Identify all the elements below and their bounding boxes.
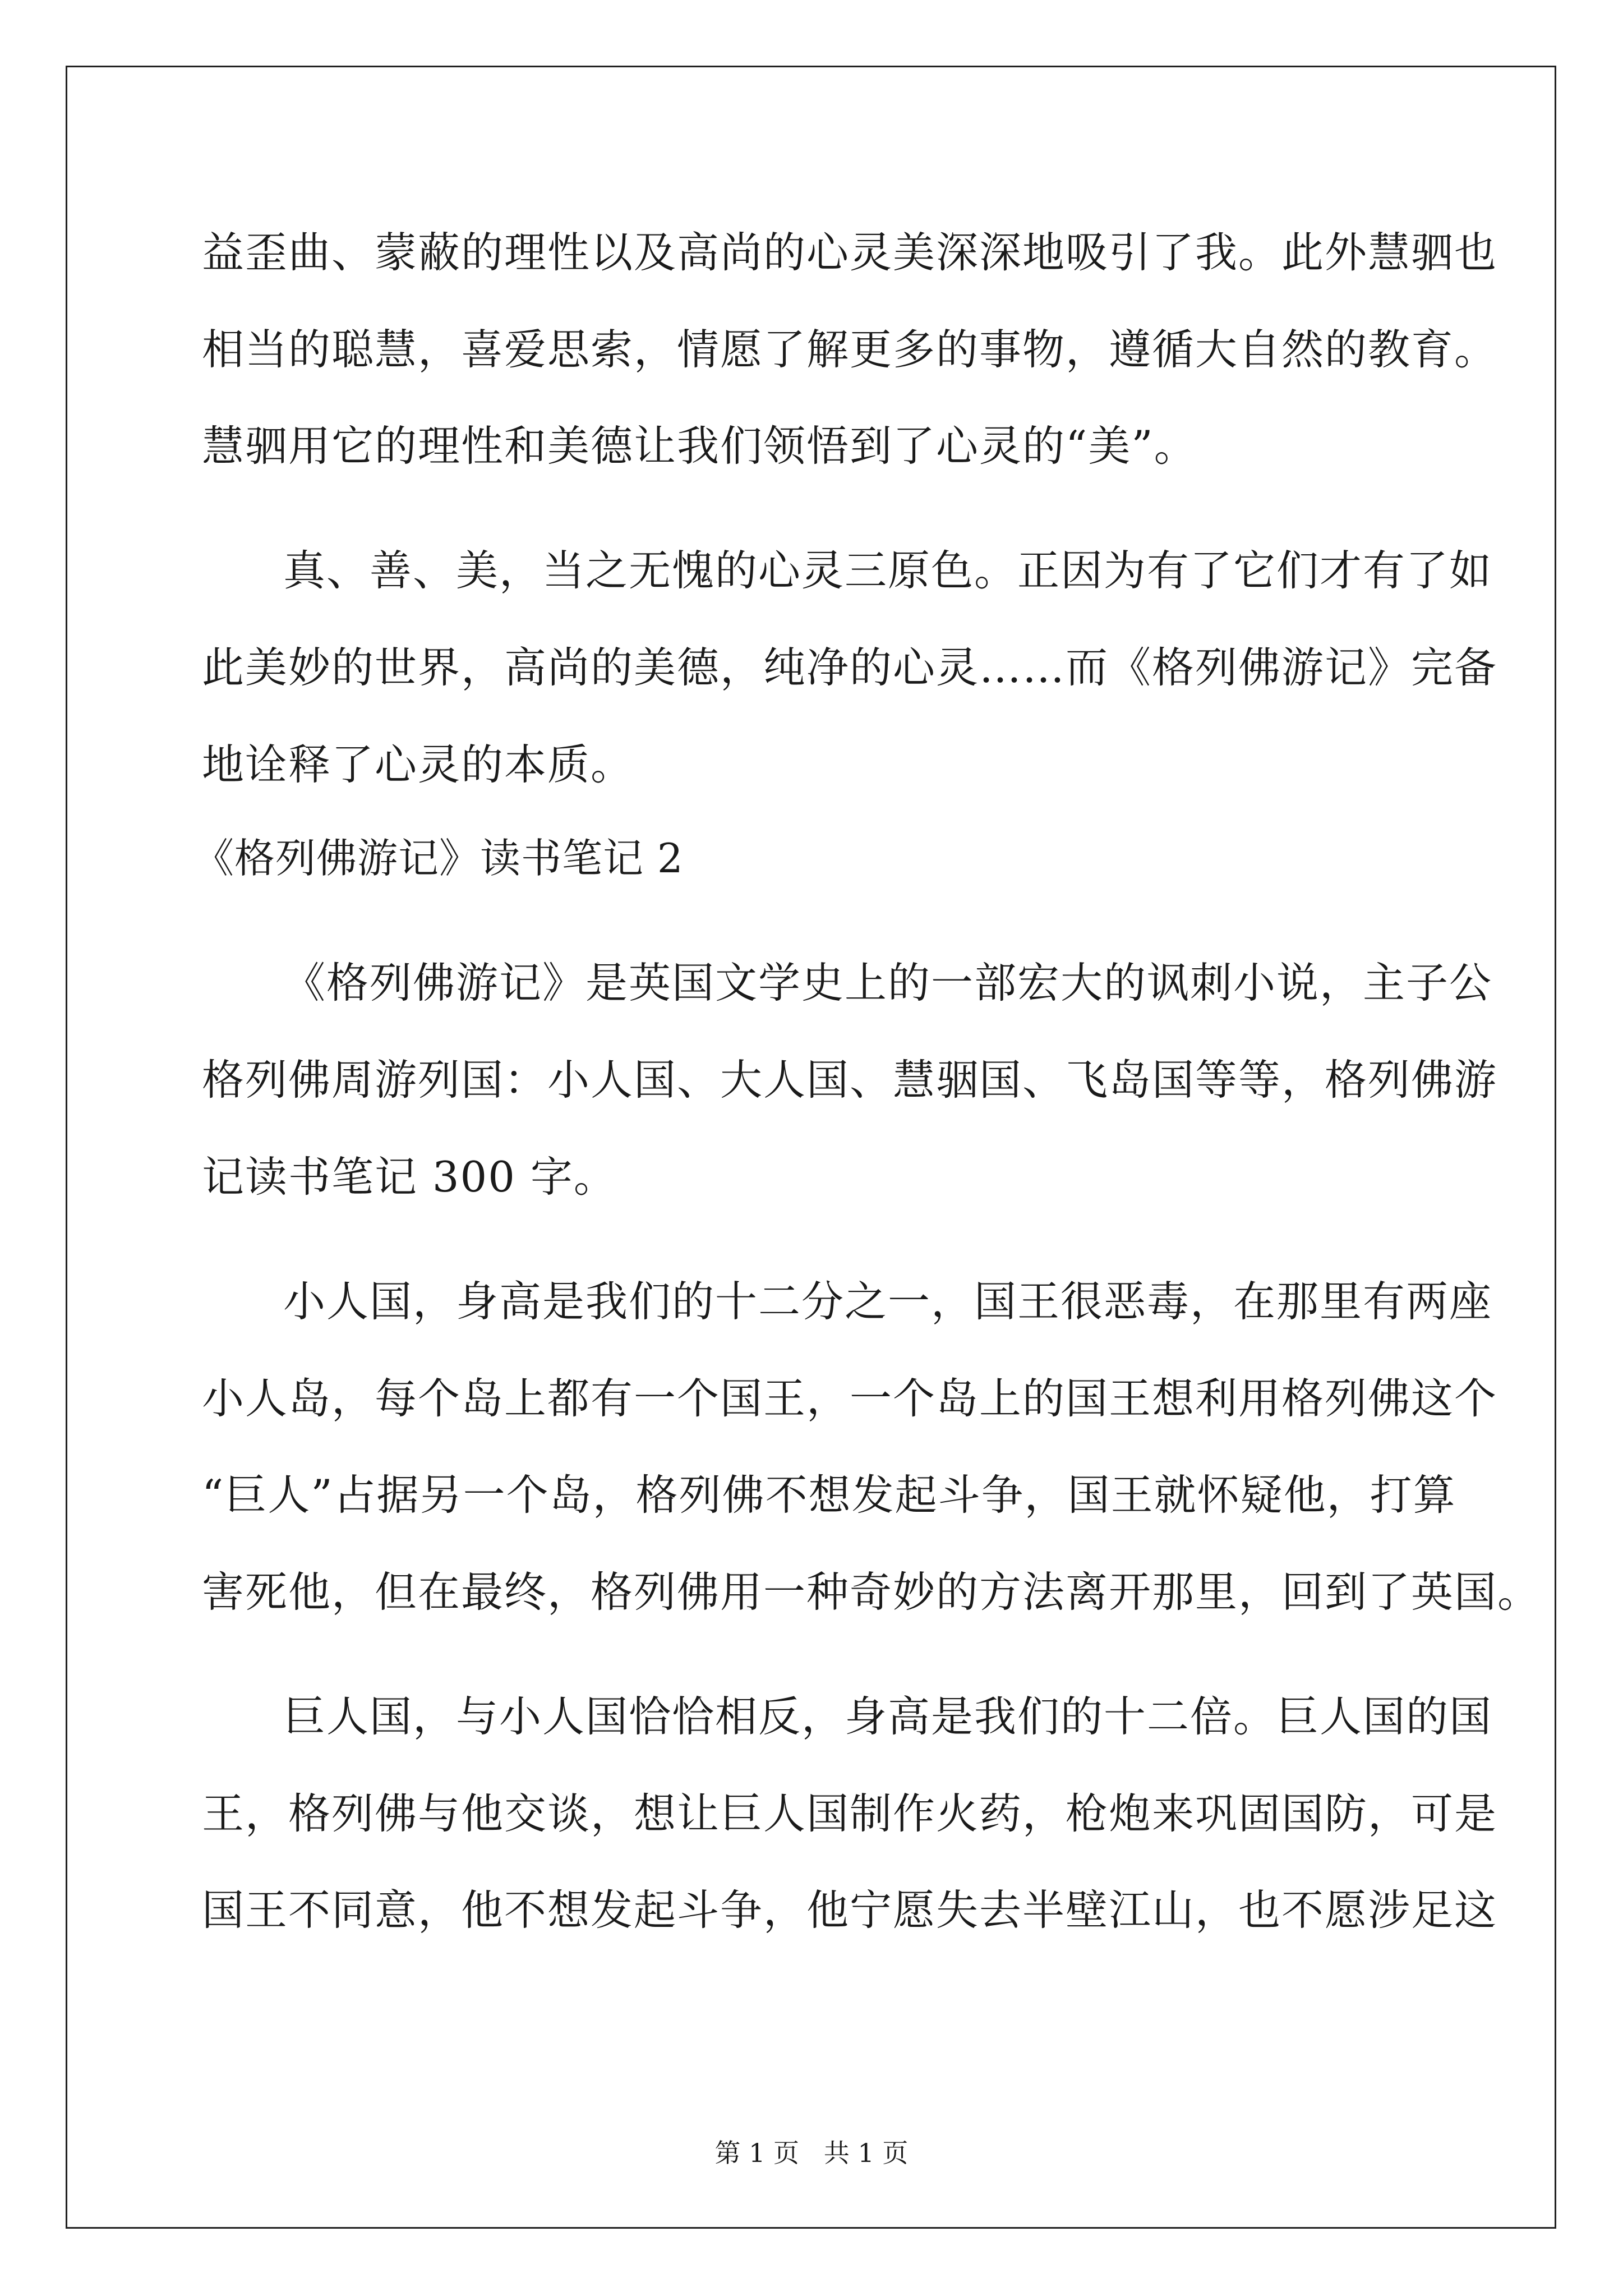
text-line: 真、善、美，当之无愧的心灵三原色。正因为有了它们才有了如: [283, 546, 1493, 595]
text-line: 慧驷用它的理性和美德让我们领悟到了心灵的“美”。: [202, 421, 1197, 471]
text-line: 格列佛周游列国：小人国、大人国、慧骃国、飞岛国等等，格列佛游: [202, 1055, 1498, 1105]
text-line: 小人岛，每个岛上都有一个国王，一个岛上的国王想利用格列佛这个: [202, 1374, 1498, 1423]
text-line: 此美妙的世界，高尚的美德，纯净的心灵……而《格列佛游记》完备: [202, 643, 1498, 692]
text-line: 害死他，但在最终，格列佛用一种奇妙的方法离开那里，回到了英国。: [202, 1567, 1541, 1617]
text-line: 《格列佛游记》是英国文学史上的一部宏大的讽刺小说，主子公: [283, 958, 1493, 1007]
text-line: 相当的聪慧，喜爱思索，情愿了解更多的事物，遵循大自然的教育。: [202, 325, 1498, 374]
text-line: 益歪曲、蒙蔽的理性以及高尚的心灵美深深地吸引了我。此外慧驷也: [202, 228, 1498, 277]
text-line: 小人国，身高是我们的十二分之一，国王很恶毒，在那里有两座: [283, 1277, 1493, 1326]
text-line: 王，格列佛与他交谈，想让巨人国制作火药，枪炮来巩固国防，可是: [202, 1789, 1498, 1838]
text-line: “巨人”占据另一个岛，格列佛不想发起斗争，国王就怀疑他，打算: [202, 1470, 1456, 1520]
text-line: 记读书笔记 300 字。: [202, 1152, 617, 1202]
section-title: 《格列佛游记》读书笔记 2: [193, 835, 684, 882]
text-line: 国王不同意，他不想发起斗争，他宁愿失去半壁江山，也不愿涉足这: [202, 1885, 1498, 1935]
text-line: 巨人国，与小人国恰恰相反，身高是我们的十二倍。巨人国的国: [283, 1692, 1493, 1741]
page-number-footer: 第 1 页 共 1 页: [714, 2138, 909, 2168]
text-line: 地诠释了心灵的本质。: [202, 740, 634, 789]
